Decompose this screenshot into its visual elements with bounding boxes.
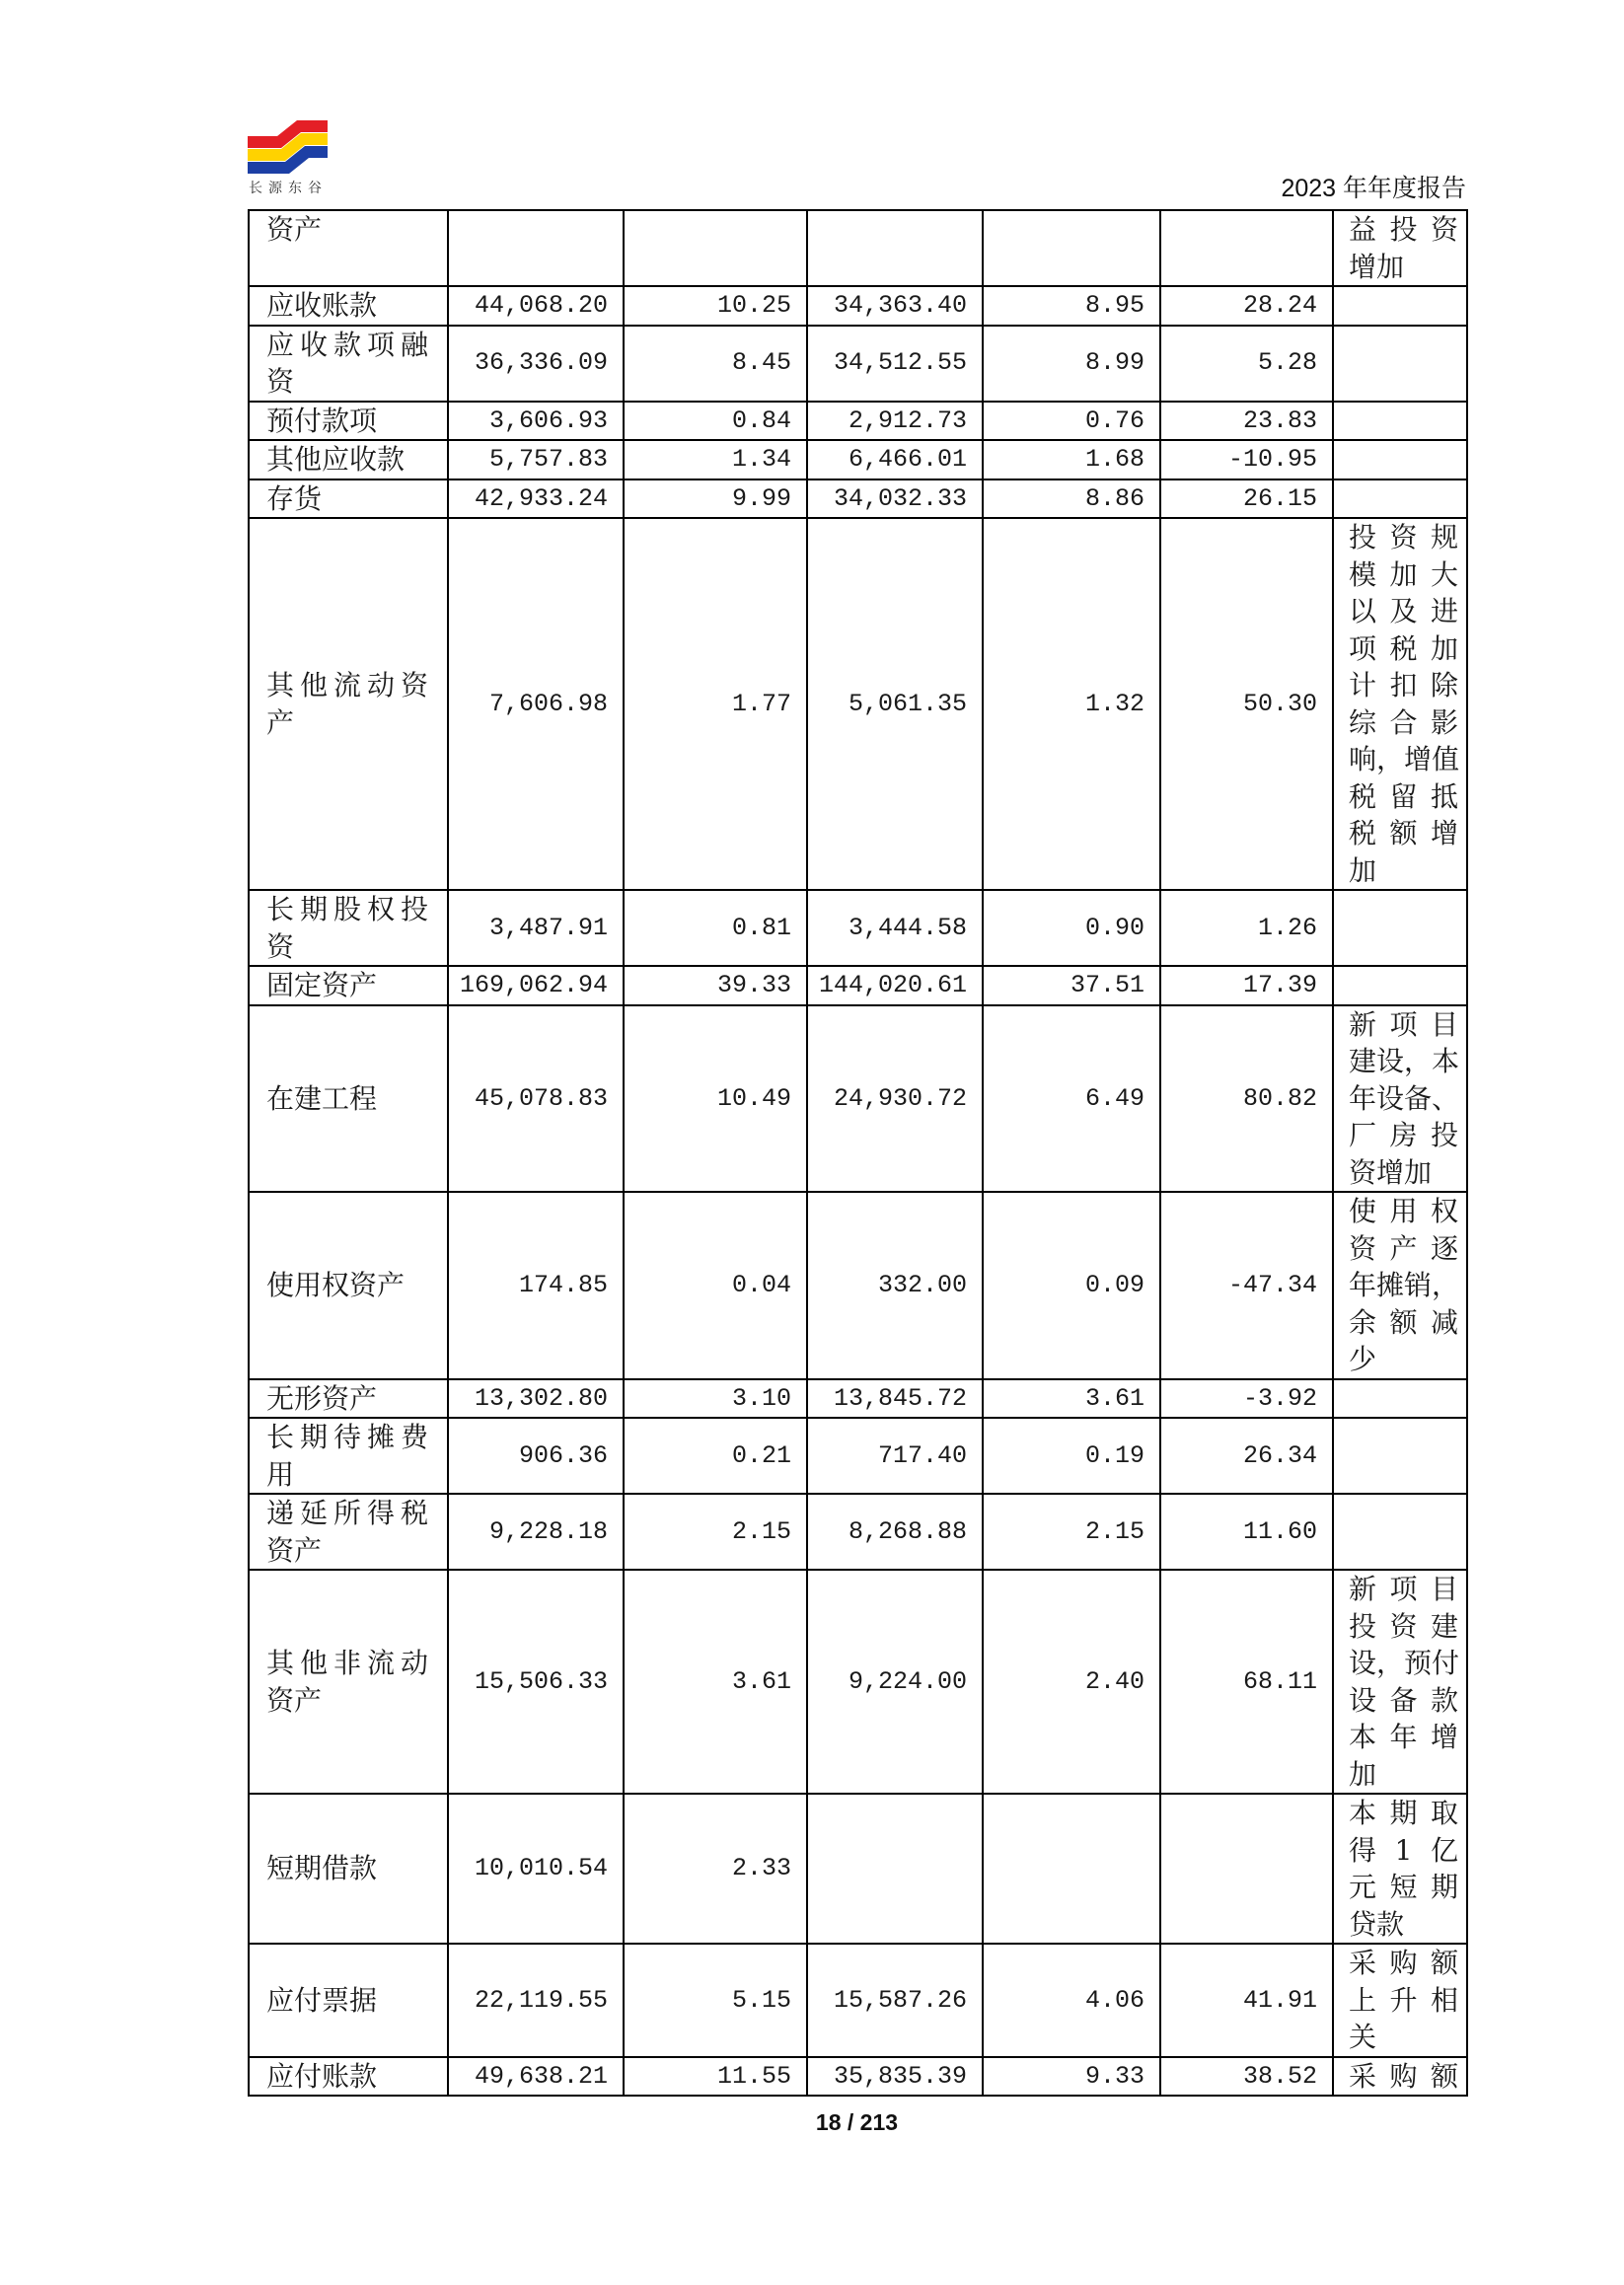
cell-change-pct xyxy=(1160,210,1333,286)
cell-pct-prior xyxy=(983,1794,1160,1944)
note-line: 上升相 xyxy=(1349,1983,1458,2017)
cell-pct-prior: 2.15 xyxy=(983,1494,1160,1570)
cell-note xyxy=(1333,1944,1467,2057)
cell-amount-current: 5,757.83 xyxy=(448,440,624,479)
note-line: 建设，本 xyxy=(1349,1045,1460,1077)
cell-pct-prior: 6.49 xyxy=(983,1005,1160,1193)
cell-amount-current: 15,506.33 xyxy=(448,1570,624,1794)
note-line: 余额减 xyxy=(1349,1305,1458,1339)
note-line: 采购额 xyxy=(1349,2059,1458,2093)
cell-amount-current: 3,606.93 xyxy=(448,402,624,441)
cell-pct-current: 0.04 xyxy=(624,1192,807,1379)
cell-item: 应收账款 xyxy=(249,286,448,326)
cell-change-pct: -3.92 xyxy=(1160,1379,1333,1419)
cell-note xyxy=(1333,1494,1467,1570)
cell-pct-current: 1.34 xyxy=(624,440,807,479)
cell-pct-prior: 8.95 xyxy=(983,286,1160,326)
cell-item: 应付票据 xyxy=(249,1944,448,2057)
note-line: 新项目 xyxy=(1349,1007,1458,1041)
company-logo xyxy=(248,120,328,174)
cell-pct-current: 11.55 xyxy=(624,2057,807,2097)
note-line: 增加 xyxy=(1349,250,1405,283)
note-line: 年摊销， xyxy=(1349,1269,1460,1301)
cell-note xyxy=(1333,326,1467,402)
cell-note xyxy=(1333,479,1467,519)
cell-amount-current: 45,078.83 xyxy=(448,1005,624,1193)
cell-pct-current: 9.99 xyxy=(624,479,807,519)
table-row xyxy=(249,402,1467,441)
note-line: 投资规 xyxy=(1349,521,1458,553)
report-title: 2023 年年度报告 xyxy=(1281,175,1466,202)
note-line: 税留抵 xyxy=(1349,779,1458,813)
cell-amount-prior: 34,363.40 xyxy=(807,286,983,326)
note-line: 响，增值 xyxy=(1349,743,1460,775)
table-row xyxy=(249,1005,1467,1193)
cell-amount-prior: 34,512.55 xyxy=(807,326,983,402)
table-row xyxy=(249,2057,1467,2097)
cell-change-pct xyxy=(1160,1794,1333,1944)
note-line: 资增加 xyxy=(1349,1155,1433,1189)
table-row xyxy=(249,518,1467,890)
cell-item: 其他应收款 xyxy=(249,440,448,479)
cell-change-pct: 23.83 xyxy=(1160,402,1333,441)
cell-change-pct: 41.91 xyxy=(1160,1944,1333,2057)
cell-amount-current: 9,228.18 xyxy=(448,1494,624,1570)
cell-note xyxy=(1333,402,1467,441)
cell-note xyxy=(1333,1418,1467,1494)
note-line: 加 xyxy=(1349,1757,1377,1791)
note-line: 关 xyxy=(1349,2021,1377,2053)
cell-note xyxy=(1333,1570,1467,1794)
cell-pct-prior: 8.86 xyxy=(983,479,1160,519)
cell-change-pct: 5.28 xyxy=(1160,326,1333,402)
cell-amount-current: 22,119.55 xyxy=(448,1944,624,2057)
cell-amount-current: 169,062.94 xyxy=(448,966,624,1005)
cell-pct-prior: 3.61 xyxy=(983,1379,1160,1419)
cell-change-pct: 11.60 xyxy=(1160,1494,1333,1570)
cell-pct-current: 3.61 xyxy=(624,1570,807,1794)
page-number: 18 / 213 xyxy=(815,2109,899,2135)
cell-pct-prior xyxy=(983,210,1160,286)
cell-pct-prior: 37.51 xyxy=(983,966,1160,1005)
cell-change-pct: 1.26 xyxy=(1160,890,1333,966)
cell-pct-prior: 4.06 xyxy=(983,1944,1160,2057)
note-line: 贷款 xyxy=(1349,1907,1405,1941)
cell-note xyxy=(1333,210,1467,286)
cell-amount-prior: 144,020.61 xyxy=(807,966,983,1005)
cell-amount-prior: 35,835.39 xyxy=(807,2057,983,2097)
cell-item: 长期股权投资 xyxy=(249,890,448,966)
cell-amount-current: 7,606.98 xyxy=(448,518,624,890)
cell-pct-prior: 1.68 xyxy=(983,440,1160,479)
note-line: 综合影 xyxy=(1349,705,1458,739)
cell-note xyxy=(1333,1192,1467,1379)
table-row xyxy=(249,1570,1467,1794)
cell-change-pct: 26.15 xyxy=(1160,479,1333,519)
cell-item: 递延所得税资产 xyxy=(249,1494,448,1570)
table-row xyxy=(249,210,1467,286)
cell-amount-prior xyxy=(807,210,983,286)
cell-amount-current: 3,487.91 xyxy=(448,890,624,966)
cell-amount-current: 49,638.21 xyxy=(448,2057,624,2097)
cell-amount-prior: 332.00 xyxy=(807,1192,983,1379)
cell-note xyxy=(1333,1794,1467,1944)
cell-pct-current: 1.77 xyxy=(624,518,807,890)
cell-item: 在建工程 xyxy=(249,1005,448,1193)
cell-pct-current: 10.49 xyxy=(624,1005,807,1193)
note-line: 以及进 xyxy=(1349,595,1458,627)
cell-amount-current: 13,302.80 xyxy=(448,1379,624,1419)
cell-amount-prior: 9,224.00 xyxy=(807,1570,983,1794)
cell-item: 长期待摊费用 xyxy=(249,1418,448,1494)
table-row xyxy=(249,1418,1467,1494)
cell-pct-current: 10.25 xyxy=(624,286,807,326)
cell-pct-current: 8.45 xyxy=(624,326,807,402)
cell-item: 其他流动资产 xyxy=(249,518,448,890)
cell-item: 其他非流动资产 xyxy=(249,1570,448,1794)
cell-pct-current: 0.81 xyxy=(624,890,807,966)
cell-note xyxy=(1333,440,1467,479)
table-row xyxy=(249,1379,1467,1419)
table-row xyxy=(249,890,1467,966)
cell-note xyxy=(1333,286,1467,326)
cell-amount-current: 42,933.24 xyxy=(448,479,624,519)
cell-item: 资产 xyxy=(249,210,448,286)
cell-note xyxy=(1333,1379,1467,1419)
note-line: 设，预付 xyxy=(1349,1647,1460,1679)
cell-pct-prior: 8.99 xyxy=(983,326,1160,402)
cell-item: 应付账款 xyxy=(249,2057,448,2097)
cell-change-pct: 17.39 xyxy=(1160,966,1333,1005)
cell-amount-current xyxy=(448,210,624,286)
cell-item: 无形资产 xyxy=(249,1379,448,1419)
note-line: 益投资 xyxy=(1349,213,1458,246)
cell-item: 使用权资产 xyxy=(249,1192,448,1379)
cell-amount-current: 906.36 xyxy=(448,1418,624,1494)
cell-change-pct: 38.52 xyxy=(1160,2057,1333,2097)
cell-pct-prior: 0.90 xyxy=(983,890,1160,966)
note-line: 计扣除 xyxy=(1349,669,1458,701)
table-row xyxy=(249,1494,1467,1570)
note-line: 资产逐 xyxy=(1349,1231,1458,1265)
table-row xyxy=(249,440,1467,479)
cell-pct-prior: 0.19 xyxy=(983,1418,1160,1494)
cell-pct-prior: 1.32 xyxy=(983,518,1160,890)
cell-note xyxy=(1333,2057,1467,2097)
cell-amount-prior: 13,845.72 xyxy=(807,1379,983,1419)
cell-amount-prior: 2,912.73 xyxy=(807,402,983,441)
cell-amount-prior: 34,032.33 xyxy=(807,479,983,519)
table-row xyxy=(249,326,1467,402)
cell-amount-prior: 717.40 xyxy=(807,1418,983,1494)
cell-note xyxy=(1333,1005,1467,1193)
table-row xyxy=(249,1794,1467,1944)
cell-pct-prior: 9.33 xyxy=(983,2057,1160,2097)
cell-item: 预付款项 xyxy=(249,402,448,441)
cell-pct-current: 39.33 xyxy=(624,966,807,1005)
note-line: 使用权 xyxy=(1349,1195,1458,1227)
cell-amount-prior: 5,061.35 xyxy=(807,518,983,890)
cell-pct-current: 0.21 xyxy=(624,1418,807,1494)
note-line: 年设备、 xyxy=(1349,1081,1460,1115)
note-line: 设备款 xyxy=(1349,1683,1458,1717)
table-row xyxy=(249,1192,1467,1379)
cell-amount-prior: 8,268.88 xyxy=(807,1494,983,1570)
cell-amount-prior: 6,466.01 xyxy=(807,440,983,479)
cell-amount-current: 36,336.09 xyxy=(448,326,624,402)
note-line: 本年增 xyxy=(1349,1721,1458,1753)
cell-pct-prior: 0.09 xyxy=(983,1192,1160,1379)
cell-change-pct: 28.24 xyxy=(1160,286,1333,326)
note-line: 新项目 xyxy=(1349,1573,1458,1605)
cell-item: 短期借款 xyxy=(249,1794,448,1944)
cell-change-pct: 26.34 xyxy=(1160,1418,1333,1494)
cell-amount-current: 10,010.54 xyxy=(448,1794,624,1944)
cell-change-pct: 50.30 xyxy=(1160,518,1333,890)
cell-item: 存货 xyxy=(249,479,448,519)
cell-item: 固定资产 xyxy=(249,966,448,1005)
cell-amount-prior: 3,444.58 xyxy=(807,890,983,966)
cell-change-pct: 80.82 xyxy=(1160,1005,1333,1193)
cell-item: 应收款项融资 xyxy=(249,326,448,402)
cell-pct-current: 2.33 xyxy=(624,1794,807,1944)
cell-amount-prior xyxy=(807,1794,983,1944)
cell-pct-current: 3.10 xyxy=(624,1379,807,1419)
cell-change-pct: -47.34 xyxy=(1160,1192,1333,1379)
cell-amount-current: 174.85 xyxy=(448,1192,624,1379)
cell-note xyxy=(1333,890,1467,966)
note-line: 本期取 xyxy=(1349,1797,1458,1829)
note-line: 税额增 xyxy=(1349,817,1458,849)
cell-amount-current: 44,068.20 xyxy=(448,286,624,326)
cell-note xyxy=(1333,966,1467,1005)
note-line: 少 xyxy=(1349,1343,1377,1375)
note-line: 厂房投 xyxy=(1349,1119,1458,1151)
note-line: 投资建 xyxy=(1349,1609,1458,1643)
table-row xyxy=(249,966,1467,1005)
note-line: 采购额 xyxy=(1349,1947,1458,1979)
logo-text: 长源东谷 xyxy=(249,181,328,196)
note-line: 元短期 xyxy=(1349,1871,1458,1903)
cell-pct-current: 2.15 xyxy=(624,1494,807,1570)
note-line: 得1亿 xyxy=(1349,1833,1458,1867)
table-row xyxy=(249,479,1467,519)
cell-pct-prior: 2.40 xyxy=(983,1570,1160,1794)
cell-pct-current: 5.15 xyxy=(624,1944,807,2057)
financial-table xyxy=(248,209,1468,2097)
cell-pct-current: 0.84 xyxy=(624,402,807,441)
table-row xyxy=(249,1944,1467,2057)
note-line: 项税加 xyxy=(1349,631,1458,665)
note-line: 加 xyxy=(1349,853,1377,887)
note-line: 模加大 xyxy=(1349,557,1458,591)
cell-amount-prior: 24,930.72 xyxy=(807,1005,983,1193)
cell-pct-current xyxy=(624,210,807,286)
cell-amount-prior: 15,587.26 xyxy=(807,1944,983,2057)
table-row xyxy=(249,286,1467,326)
cell-note xyxy=(1333,518,1467,890)
cell-pct-prior: 0.76 xyxy=(983,402,1160,441)
cell-change-pct: -10.95 xyxy=(1160,440,1333,479)
table-body xyxy=(249,210,1467,2096)
cell-change-pct: 68.11 xyxy=(1160,1570,1333,1794)
